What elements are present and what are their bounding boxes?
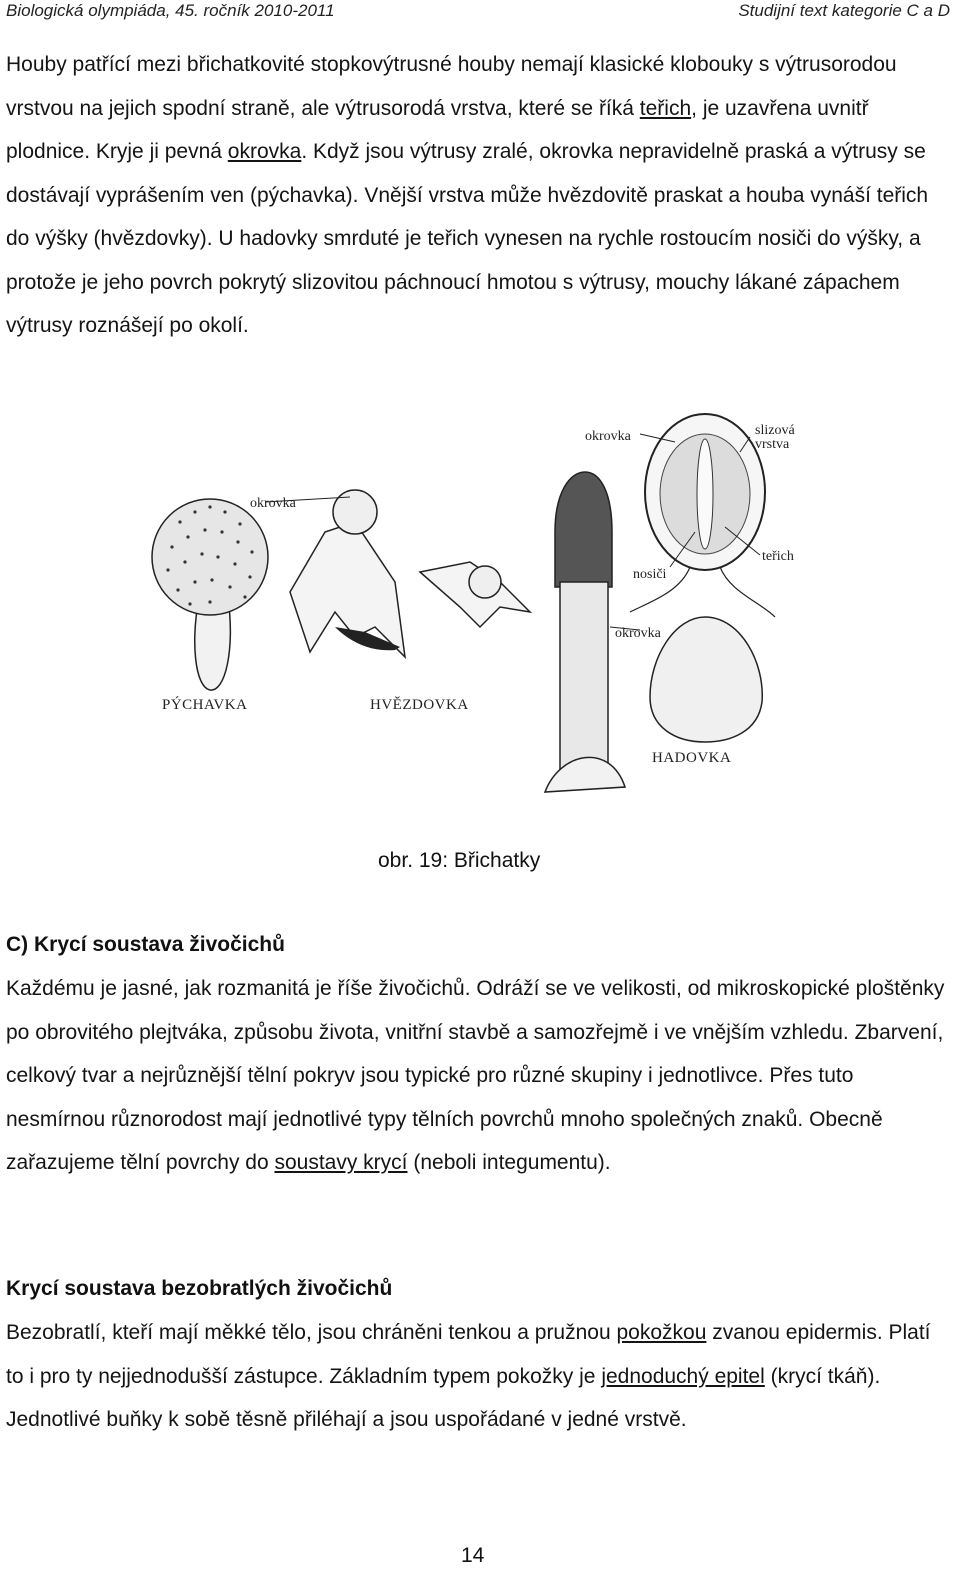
- hadovka-illustration: [545, 472, 625, 792]
- text: Houby patřící mezi břichatkovité stopkovýtrusné houby nemají klasické klobouky s výtrusorodou vrstvou na jejich spodní straně, ale výtrusorodá vrstva, které se říká: [6, 53, 897, 120]
- text: Bezobratlí, kteří mají měkké tělo, jsou chráněni tenkou a pružnou: [6, 1321, 617, 1344]
- text: zvanou epidermis. Platí to i pro ty nejjednodušší zástupce. Základním typem pokožky je: [6, 1321, 931, 1388]
- term-pokozkou: pokožkou: [616, 1321, 707, 1344]
- label-okrovka-left: okrovka: [250, 496, 296, 511]
- label-vrstva: vrstva: [755, 437, 790, 452]
- page-header: [0, 0, 960, 24]
- label-hvezdovka: HVĚZDOVKA: [370, 697, 469, 713]
- label-hadovka: HADOVKA: [652, 750, 732, 766]
- hvezdovka-illustration-2: [420, 562, 530, 627]
- paragraph-kryci-soustava: [6, 967, 946, 1185]
- page-number: 14: [461, 1544, 485, 1567]
- text: (neboli integumentu).: [407, 1151, 611, 1174]
- heading-kryci-soustava-bezobratlych: Krycí soustava bezobratlých živočichů: [6, 1277, 393, 1300]
- label-pychavka: PÝCHAVKA: [162, 697, 248, 713]
- term-soustavy-kryci: soustavy krycí: [274, 1151, 408, 1174]
- label-okrovka-top: okrovka: [585, 429, 631, 444]
- label-slizova: slizová: [755, 423, 795, 438]
- label-okrovka-mid: okrovka: [615, 626, 661, 641]
- term-okrovka: okrovka: [227, 140, 302, 163]
- paragraph-bezobratli: [6, 1311, 946, 1442]
- hvezdovka-illustration-1: [290, 490, 405, 657]
- term-terich: teřich: [639, 96, 692, 120]
- header-right: Studijní text kategorie C a D: [738, 1, 950, 20]
- figure-brichatky: [150, 412, 830, 812]
- heading-kryci-soustava-zivocichu: C) Krycí soustava živočichů: [6, 933, 285, 956]
- label-nosici: nosiči: [633, 567, 667, 582]
- paragraph-brichatky: [6, 43, 946, 348]
- pychavka-illustration: [152, 499, 268, 690]
- text: , je uzavřena uvnitř plodnice. Kryje ji pevná: [6, 96, 869, 163]
- label-terich: teřich: [762, 549, 794, 564]
- term-jednoduchy-epitel: jednoduchý epitel: [601, 1364, 765, 1388]
- header-left: Biologická olympiáda, 45. ročník 2010-2011: [6, 1, 335, 20]
- text: (krycí tkáň). Jednotlivé buňky k sobě těsně přiléhají a jsou uspořádané v jedné vrstvě.: [6, 1364, 881, 1431]
- hadovka-egg: [650, 617, 762, 742]
- text: Každému je jasné, jak rozmanitá je říše živočichů. Odráží se ve velikosti, od mikroskopické ploštěnky po obrovitého plejtváka, způsobu života, vnitřní stavbě a samozřejmě i ve vnějším vzhledu. Zbarvení, celkový tvar a nejrůznější tělní pokryv jsou typické pro různé skupiny i jednotlivce. Přes tuto nesmírnou různorodost mají jednotlivé typy tělních povrchů mnoho společných znaků. Obecně zařazujeme tělní povrchy do: [6, 977, 945, 1174]
- hadovka-cross-section: [630, 414, 775, 617]
- text: . Když jsou výtrusy zralé, okrovka nepravidelně praská a výtrusy se dostávají vyprášením ven (pýchavka). Vnější vrstva může hvězdovitě praskat a houba vynáší teřich do výšky (hvězdovky). U hadovky smrduté je teřich vynesen na rychle rostoucím nosiči do výšky, a protože je jeho povrch pokrytý slizovitou páchnoucí hmotou s výtrusy, mouchy lákané zápachem výtrusy roznášejí po okolí.: [6, 140, 929, 337]
- figure-caption: obr. 19: Břichatky: [378, 849, 541, 872]
